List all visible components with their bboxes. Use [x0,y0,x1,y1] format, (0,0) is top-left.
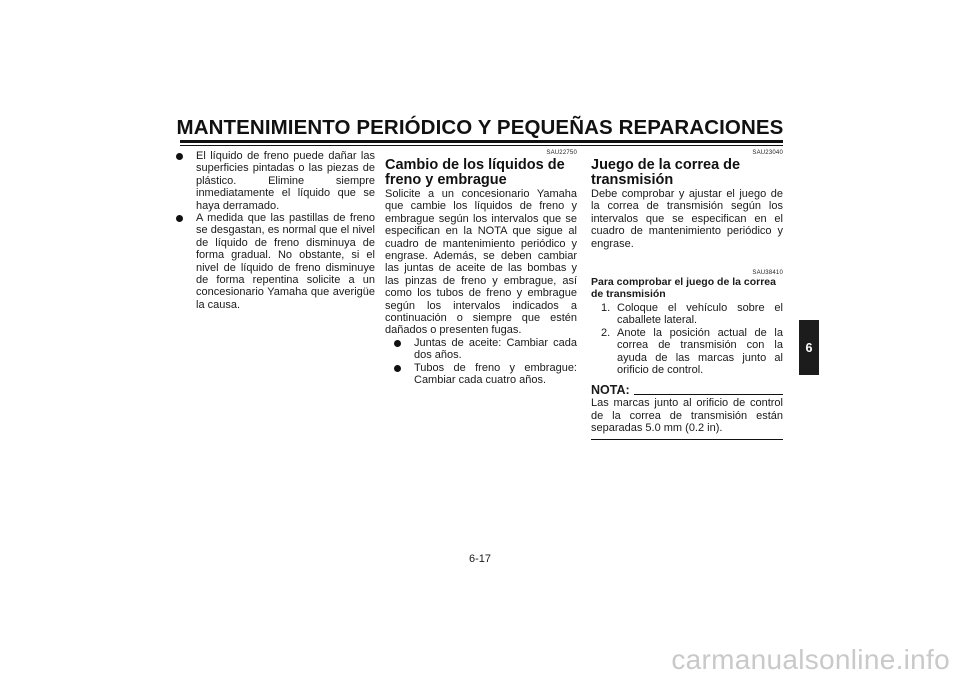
header-rule-thin [180,145,783,146]
section-body: Solicite a un concesionario Yamaha que cambie los líquidos de freno y embrague según los intervalos que se especifican en la NOTA que sigue al cuadro de mantenimiento periódico y engrase. Además, se deben cambiar las juntas de aceite de las bombas y las pinzas de freno y embrague, así como los tubos de freno y embrague según los intervalos indicados a continuación o siempre que estén dañados o presenten fugas. [385,188,577,337]
section-title: Cambio de los líquidos de freno y embrague [385,157,565,188]
list-item: El líquido de freno puede dañar las superficies pintadas o las piezas de plástico. Elimine siempre inmediatamente el líquido que se haya derramado. [175,150,375,212]
step-item: 1. Coloque el vehículo sobre el caballete lateral. [601,302,783,327]
section-code: SAU23040 [752,150,783,156]
bullet-icon [176,153,183,160]
note-end-rule [591,439,783,440]
section-code: SAU22750 [546,150,577,156]
note-label: NOTA: [591,383,630,398]
note-text: Las marcas junto al orificio de control de la correa de transmisión están separadas 5.0 mm (0.2 in). [591,397,783,435]
list-item: A medida que las pastillas de freno se desgastan, es normal que el nivel de líquido de freno disminuya de forma gradual. No obstante, si el nivel de líquido de freno disminuye de forma repentina solicite a un concesionario Yamaha que averigüe la causa. [175,212,375,311]
list-item: Juntas de aceite: Cambiar cada dos años. [393,337,577,362]
column-1 [175,150,375,311]
chapter-tab: 6 [799,320,819,375]
note-heading-rule [634,394,783,395]
bullet-icon [394,340,401,347]
watermark: carmanualsonline.info [671,644,950,675]
section-body: Debe comprobar y ajustar el juego de la correa de transmisión según los intervalos que se especifican en el cuadro de mantenimiento periódico y engrase. [591,188,783,250]
step-item: 2. Anote la posición actual de la correa de transmisión con la ayuda de las marcas junto al orificio de control. [601,326,783,377]
list-item: Tubos de freno y embrague: Cambiar cada cuatro años. [393,362,577,387]
section-title: Juego de la correa de transmisión [591,157,741,188]
subsection-title: Para comprobar el juego de la correa de transmisión [591,276,776,300]
bullet-icon [394,365,401,372]
note-heading [591,384,783,397]
page-number: 6-17 [468,553,492,565]
header-title: MANTENIMIENTO PERIÓDICO Y PEQUEÑAS REPARACIONES [176,116,784,139]
header-rule-thick [180,140,783,143]
bullet-icon [176,215,183,222]
column-2 [385,150,577,387]
column-3 [591,150,783,440]
subsection-code: SAU38410 [752,270,783,277]
